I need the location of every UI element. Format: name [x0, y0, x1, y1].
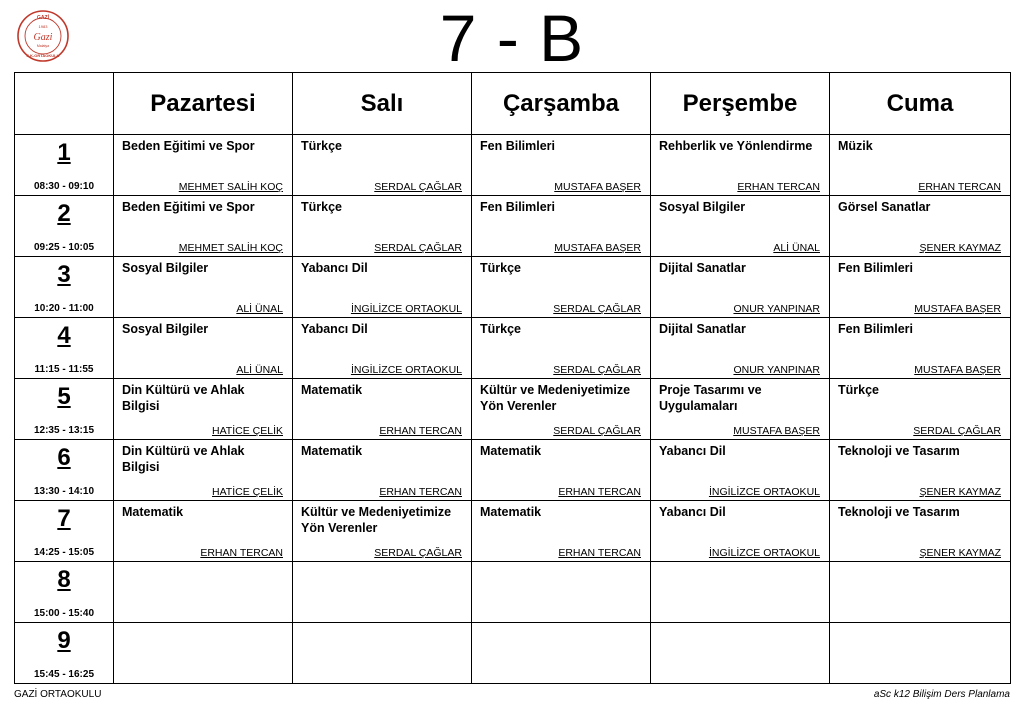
- page-title: 7 - B: [439, 1, 585, 75]
- lesson-subject: Yabancı Dil: [301, 322, 368, 336]
- lesson-cell: [651, 379, 830, 440]
- lesson-teacher: İNGİLİZCE ORTAOKUL: [350, 303, 462, 315]
- lesson-subject: Fen Bilimleri: [838, 261, 914, 275]
- period-time: 11:15 - 11:55: [34, 364, 94, 375]
- lesson-teacher: ONUR YANPINAR: [733, 364, 820, 376]
- lesson-cell: [293, 562, 472, 623]
- timetable-body: [15, 135, 1011, 684]
- lesson-teacher: MEHMET SALİH KOÇ: [178, 242, 283, 254]
- lesson-teacher: SERDAL ÇAĞLAR: [553, 425, 641, 437]
- period-cell: [15, 562, 114, 623]
- lesson-cell: [472, 135, 651, 196]
- corner-cell: [15, 73, 114, 135]
- period-number: 6: [57, 444, 71, 471]
- lesson-cell: [830, 318, 1011, 379]
- lesson-cell: [830, 379, 1011, 440]
- seal-bottom-text: İLK-ORTAOKULU: [26, 53, 60, 58]
- lesson-cell: [472, 318, 651, 379]
- lesson-teacher: SERDAL ÇAĞLAR: [913, 425, 1001, 437]
- lesson-teacher: MUSTAFA BAŞER: [554, 242, 641, 254]
- lesson-teacher: ONUR YANPINAR: [733, 303, 820, 315]
- period-number: 7: [57, 505, 71, 532]
- lesson-cell: [472, 196, 651, 257]
- period-row: [15, 257, 1011, 318]
- lesson-cell: [472, 562, 651, 623]
- lesson-teacher: ŞENER KAYMAZ: [919, 242, 1001, 254]
- lesson-subject: Yabancı Dil: [301, 261, 368, 275]
- lesson-teacher: İNGİLİZCE ORTAOKUL: [708, 486, 820, 498]
- lesson-cell: [651, 623, 830, 684]
- lesson-teacher: MEHMET SALİH KOÇ: [178, 181, 283, 193]
- seal-top-text: GAZİ: [37, 15, 49, 21]
- period-number: 9: [57, 627, 71, 654]
- lesson-cell: [472, 379, 651, 440]
- day-header: Salı: [293, 73, 472, 135]
- period-number: 5: [57, 383, 71, 410]
- lesson-subject: Teknoloji ve Tasarım: [838, 505, 960, 519]
- lesson-subject: Sosyal Bilgiler: [122, 322, 209, 336]
- lesson-subject: Din Kültürü ve Ahlak Bilgisi: [122, 444, 245, 474]
- lesson-subject: Fen Bilimleri: [480, 139, 556, 153]
- lesson-subject: Beden Eğitimi ve Spor: [122, 139, 255, 153]
- lesson-teacher: ŞENER KAYMAZ: [919, 486, 1001, 498]
- period-row: [15, 501, 1011, 562]
- lesson-teacher: ERHAN TERCAN: [558, 547, 641, 559]
- lesson-cell: [293, 318, 472, 379]
- lesson-cell: [114, 501, 293, 562]
- period-number: 2: [57, 200, 71, 227]
- lesson-cell: [651, 501, 830, 562]
- lesson-cell: [293, 501, 472, 562]
- lesson-cell: [472, 440, 651, 501]
- lesson-cell: [651, 135, 830, 196]
- lesson-teacher: ERHAN TERCAN: [918, 181, 1001, 193]
- period-number: 4: [57, 322, 71, 349]
- lesson-subject: Matematik: [480, 505, 542, 519]
- lesson-subject: Matematik: [301, 444, 363, 458]
- lesson-subject: Proje Tasarımı ve Uygulamaları: [659, 383, 762, 413]
- lesson-cell: [830, 562, 1011, 623]
- lesson-cell: [830, 623, 1011, 684]
- lesson-cell: [651, 440, 830, 501]
- seal-sub: Malatya: [36, 44, 50, 48]
- lesson-subject: Fen Bilimleri: [838, 322, 914, 336]
- lesson-teacher: SERDAL ÇAĞLAR: [374, 242, 462, 254]
- lesson-cell: [651, 257, 830, 318]
- lesson-subject: Türkçe: [301, 139, 342, 153]
- lesson-cell: [472, 623, 651, 684]
- lesson-teacher: MUSTAFA BAŞER: [554, 181, 641, 193]
- lesson-subject: Matematik: [480, 444, 542, 458]
- lesson-cell: [114, 135, 293, 196]
- lesson-subject: Sosyal Bilgiler: [659, 200, 746, 214]
- lesson-teacher: ERHAN TERCAN: [379, 486, 462, 498]
- lesson-cell: [114, 562, 293, 623]
- lesson-teacher: MUSTAFA BAŞER: [914, 303, 1001, 315]
- header-row: [15, 73, 1011, 135]
- period-cell: [15, 440, 114, 501]
- period-cell: [15, 196, 114, 257]
- period-number: 1: [57, 139, 71, 166]
- footer-school-name: GAZİ ORTAOKULU: [14, 689, 102, 700]
- lesson-teacher: SERDAL ÇAĞLAR: [374, 181, 462, 193]
- day-header: Perşembe: [651, 73, 830, 135]
- lesson-subject: Türkçe: [480, 322, 521, 336]
- lesson-teacher: SERDAL ÇAĞLAR: [553, 303, 641, 315]
- lesson-cell: [114, 440, 293, 501]
- lesson-cell: [114, 379, 293, 440]
- period-time: 12:35 - 13:15: [33, 425, 95, 436]
- lesson-subject: Türkçe: [480, 261, 521, 275]
- lesson-teacher: HATİCE ÇELİK: [212, 425, 283, 437]
- period-time: 13:30 - 14:10: [33, 486, 95, 497]
- period-number: 3: [57, 261, 71, 288]
- lesson-teacher: ALİ ÜNAL: [773, 242, 820, 254]
- lesson-cell: [293, 379, 472, 440]
- lesson-cell: [114, 257, 293, 318]
- lesson-cell: [472, 501, 651, 562]
- period-number: 8: [57, 566, 71, 593]
- period-cell: [15, 135, 114, 196]
- lesson-teacher: ALİ ÜNAL: [236, 364, 283, 376]
- lesson-teacher: ERHAN TERCAN: [558, 486, 641, 498]
- lesson-cell: [293, 135, 472, 196]
- seal-year: 1983: [38, 24, 48, 29]
- lesson-teacher: ERHAN TERCAN: [737, 181, 820, 193]
- lesson-cell: [293, 196, 472, 257]
- lesson-subject: Müzik: [838, 139, 873, 153]
- period-row: [15, 379, 1011, 440]
- lesson-teacher: ALİ ÜNAL: [236, 303, 283, 315]
- lesson-cell: [293, 257, 472, 318]
- period-cell: [15, 257, 114, 318]
- period-time: 09:25 - 10:05: [33, 242, 95, 253]
- period-cell: [15, 379, 114, 440]
- period-row: [15, 196, 1011, 257]
- lesson-cell: [651, 196, 830, 257]
- lesson-subject: Beden Eğitimi ve Spor: [122, 200, 255, 214]
- lesson-teacher: ŞENER KAYMAZ: [919, 547, 1001, 559]
- period-cell: [15, 501, 114, 562]
- lesson-cell: [114, 623, 293, 684]
- lesson-subject: Din Kültürü ve Ahlak Bilgisi: [122, 383, 245, 413]
- lesson-cell: [293, 440, 472, 501]
- period-cell: [15, 623, 114, 684]
- lesson-subject: Türkçe: [301, 200, 342, 214]
- lesson-subject: Kültür ve Medeniyetimize Yön Verenler: [480, 383, 631, 413]
- lesson-subject: Rehberlik ve Yönlendirme: [659, 139, 813, 153]
- period-row: [15, 623, 1011, 684]
- lesson-subject: Dijital Sanatlar: [659, 322, 746, 336]
- lesson-teacher: MUSTAFA BAŞER: [733, 425, 820, 437]
- lesson-teacher: ERHAN TERCAN: [200, 547, 283, 559]
- footer-software: aSc k12 Bilişim Ders Planlama: [873, 689, 1010, 700]
- period-cell: [15, 318, 114, 379]
- lesson-subject: Kültür ve Medeniyetimize Yön Verenler: [301, 505, 452, 535]
- lesson-teacher: SERDAL ÇAĞLAR: [553, 364, 641, 376]
- lesson-subject: Sosyal Bilgiler: [122, 261, 209, 275]
- lesson-cell: [472, 257, 651, 318]
- lesson-cell: [293, 623, 472, 684]
- lesson-subject: Matematik: [301, 383, 363, 397]
- lesson-subject: Dijital Sanatlar: [659, 261, 746, 275]
- lesson-cell: [830, 135, 1011, 196]
- period-row: [15, 440, 1011, 501]
- lesson-subject: Görsel Sanatlar: [838, 200, 931, 214]
- lesson-subject: Yabancı Dil: [659, 505, 726, 519]
- lesson-cell: [114, 196, 293, 257]
- lesson-cell: [830, 501, 1011, 562]
- period-time: 15:00 - 15:40: [33, 608, 95, 619]
- period-row: [15, 318, 1011, 379]
- period-row: [15, 135, 1011, 196]
- period-row: [15, 562, 1011, 623]
- lesson-cell: [830, 440, 1011, 501]
- period-time: 10:20 - 11:00: [34, 303, 94, 314]
- day-header: Pazartesi: [114, 73, 293, 135]
- lesson-teacher: HATİCE ÇELİK: [212, 486, 283, 498]
- timetable: [14, 72, 1011, 684]
- lesson-cell: [114, 318, 293, 379]
- lesson-teacher: İNGİLİZCE ORTAOKUL: [350, 364, 462, 376]
- seal-script: Gazi: [33, 32, 53, 43]
- lesson-teacher: SERDAL ÇAĞLAR: [374, 547, 462, 559]
- period-time: 15:45 - 16:25: [33, 669, 95, 680]
- lesson-subject: Teknoloji ve Tasarım: [838, 444, 960, 458]
- lesson-cell: [830, 257, 1011, 318]
- lesson-teacher: MUSTAFA BAŞER: [914, 364, 1001, 376]
- period-time: 08:30 - 09:10: [33, 181, 95, 192]
- lesson-subject: Türkçe: [838, 383, 879, 397]
- lesson-cell: [830, 196, 1011, 257]
- lesson-subject: Fen Bilimleri: [480, 200, 556, 214]
- lesson-cell: [651, 318, 830, 379]
- period-time: 14:25 - 15:05: [33, 547, 95, 558]
- lesson-teacher: ERHAN TERCAN: [379, 425, 462, 437]
- lesson-subject: Yabancı Dil: [659, 444, 726, 458]
- lesson-teacher: İNGİLİZCE ORTAOKUL: [708, 547, 820, 559]
- day-header: Cuma: [830, 73, 1011, 135]
- lesson-cell: [651, 562, 830, 623]
- lesson-subject: Matematik: [122, 505, 184, 519]
- day-header: Çarşamba: [472, 73, 651, 135]
